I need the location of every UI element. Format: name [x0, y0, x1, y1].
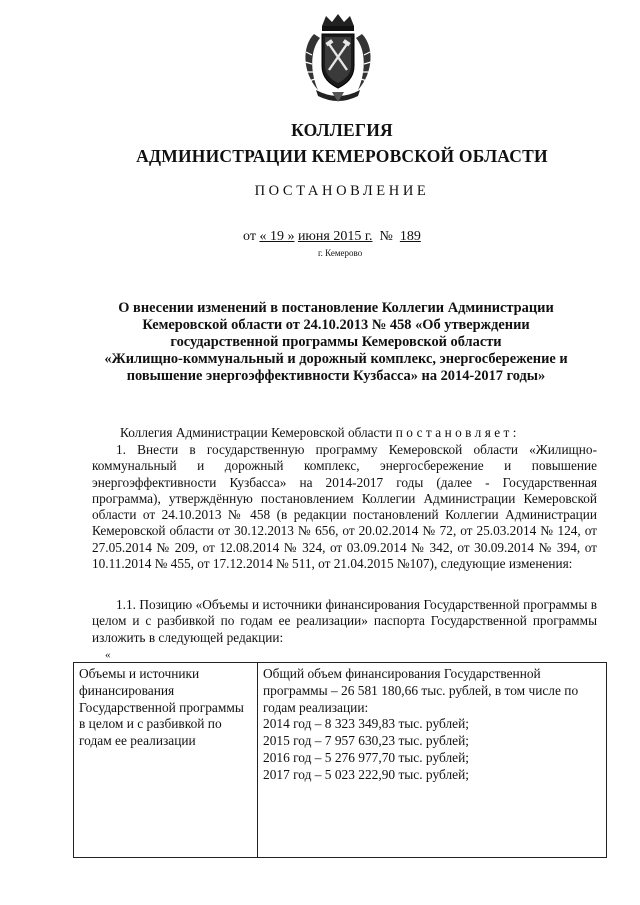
financing-year: 2017 год – 5 023 222,90 тыс. рублей; [263, 766, 469, 782]
date-month-year: июня 2015 г. [297, 229, 373, 244]
table-row [74, 663, 607, 858]
org-name-line2: АДМИНИСТРАЦИИ КЕМЕРОВСКОЙ ОБЛАСТИ [136, 146, 548, 166]
date-prefix: от [243, 229, 256, 244]
document-number: 189 [399, 229, 421, 244]
city: г. Кемерово [318, 248, 363, 258]
document-type: ПОСТАНОВЛЕНИЕ [254, 183, 430, 199]
title-line: Кемеровской области от 24.10.2013 № 458 «Об утверждении [142, 317, 530, 333]
table-cell-label: Объемы и источники финансирования Государственной программы в целом и с разбивкой по годам ее реализации [74, 663, 258, 858]
financing-year: 2016 год – 5 276 977,70 тыс. рублей; [263, 749, 469, 765]
title-line: повышение энергоэффективности Кузбасса» на 2014-2017 годы» [126, 368, 546, 384]
financing-year: 2015 год – 7 957 630,23 тыс. рублей; [263, 733, 469, 749]
resolution-lead: Коллегия Администрации Кемеровской области [120, 425, 393, 440]
document-title [88, 300, 584, 385]
resolution-intro [120, 425, 625, 441]
paragraph-1-1: 1.1. Позицию «Объемы и источники финансирования Государственной программы в целом и с разбивкой по годам ее реализации» паспорта Государственной программы изложить в следующей редакции: [92, 597, 597, 645]
date-line [243, 229, 421, 245]
title-line: «Жилищно-коммунальный и дорожный комплекс, энергосбережение и [104, 351, 568, 367]
number-sign: № [379, 229, 393, 244]
paragraph-1: 1. Внести в государственную программу Кемеровской области «Жилищно-коммунальный и дорожный комплекс, энергосбережение и повышение энергоэффективности Кузбасса» на 2014-2017 годы (далее - Государственная программа), утверждённую постановлением Коллегии Администрации Кемеровской области от 24.10.2013 № 458 (в редакции постановлений Коллегии Администрации Кемеровской области от 30.12.2013 № 656, от 20.02.2014 № 72, от 25.03.2014 № 124, от 27.05.2014 № 209, от 12.08.2014 № 324, от 03.09.2014 № 342, от 30.09.2014 № 394, от 10.11.2014 № 455, от 17.12.2014 № 511, от 21.04.2015 №107), следующие изменения: [92, 442, 597, 572]
title-line: О внесении изменений в постановление Коллегии Администрации [118, 300, 554, 316]
coat-of-arms-icon [296, 12, 380, 104]
title-line: государственной программы Кемеровской области [170, 334, 502, 350]
financing-total: Общий объем финансирования Государственной программы – 26 581 180,66 тыс. рублей, в том числе по годам реализации: [263, 666, 579, 715]
opening-quote: « [105, 649, 111, 661]
org-name-line1: КОЛЛЕГИЯ [291, 120, 393, 140]
date-day: « 19 » [259, 229, 295, 244]
table-cell-values [258, 663, 607, 858]
resolution-keyword: постановляет: [395, 425, 520, 440]
financing-year: 2014 год – 8 323 349,83 тыс. рублей; [263, 716, 469, 732]
financing-table [73, 662, 607, 858]
